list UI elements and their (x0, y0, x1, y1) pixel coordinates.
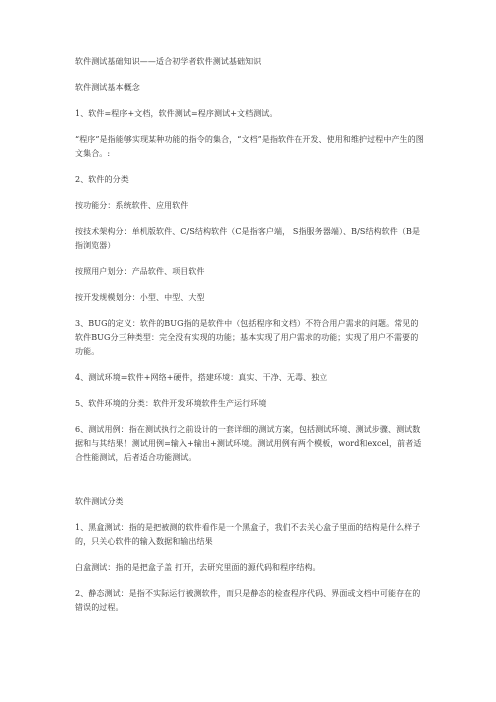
document-page (75, 55, 425, 615)
paragraph: 3、BUG的定义：软件的BUG指的是软件中（包括程序和文档）不符合用户需求的问题。常见的软件BUG分三种类型：完全没有实现的功能；基本实现了用户需求的功能；实现了用户不需要的功能。 (75, 319, 419, 356)
paragraph: “程序”是指能够实现某种功能的指令的集合，“文档”是指软件在开发、使用和维护过程中产生的图文集合。: (75, 135, 424, 158)
paragraph: 按技术架构分：单机版软件、C/S结构软件（C是指客户端， S指服务器端）、B/S结构软件（B是指浏览器） (75, 227, 421, 250)
paragraph: 4、测试环境=软件+网络+硬件，搭建环境：真实、干净、无毒、独立 (75, 373, 328, 382)
document-title: 软件测试基础知识——适合初学者软件测试基础知识 (75, 57, 262, 66)
paragraph: 1、黑盒测试：指的是把被测的软件看作是一个黑盒子，我们不去关心盒子里面的结构是什么样子的，只关心软件的输入数据和输出结果 (75, 523, 421, 546)
paragraph: 1、软件=程序+文档，软件测试=程序测试+文档测试。 (75, 109, 278, 118)
section-heading-basic-concepts: 软件测试基本概念 (75, 83, 140, 92)
paragraph: 2、软件的分类 (75, 175, 129, 184)
paragraph: 白盒测试：指的是把盒子盖 打开，去研究里面的源代码和程序结构。 (75, 563, 321, 572)
paragraph: 5、软件环境的分类：软件开发环境软件生产运行环境 (75, 399, 267, 408)
section-heading-test-classification: 软件测试分类 (75, 497, 124, 506)
paragraph: 按开发规模划分：小型、中型、大型 (75, 293, 205, 302)
paragraph: 按照用户划分：产品软件、项目软件 (75, 267, 205, 276)
paragraph: 按功能分：系统软件、应用软件 (75, 201, 189, 210)
paragraph: 6、测试用例：指在测试执行之前设计的一套详细的测试方案，包括测试环境、测试步骤、测试数据和与其结果！测试用例=输入+输出+测试环境。测试用例有两个模板，word和excel，前者适合性能测试，后者适合功能测试。 (75, 425, 422, 462)
paragraph: 2、静态测试：是指不实际运行被测软件，而只是静态的检查程序代码、界面或文档中可能存在的错误的过程。 (75, 589, 421, 612)
